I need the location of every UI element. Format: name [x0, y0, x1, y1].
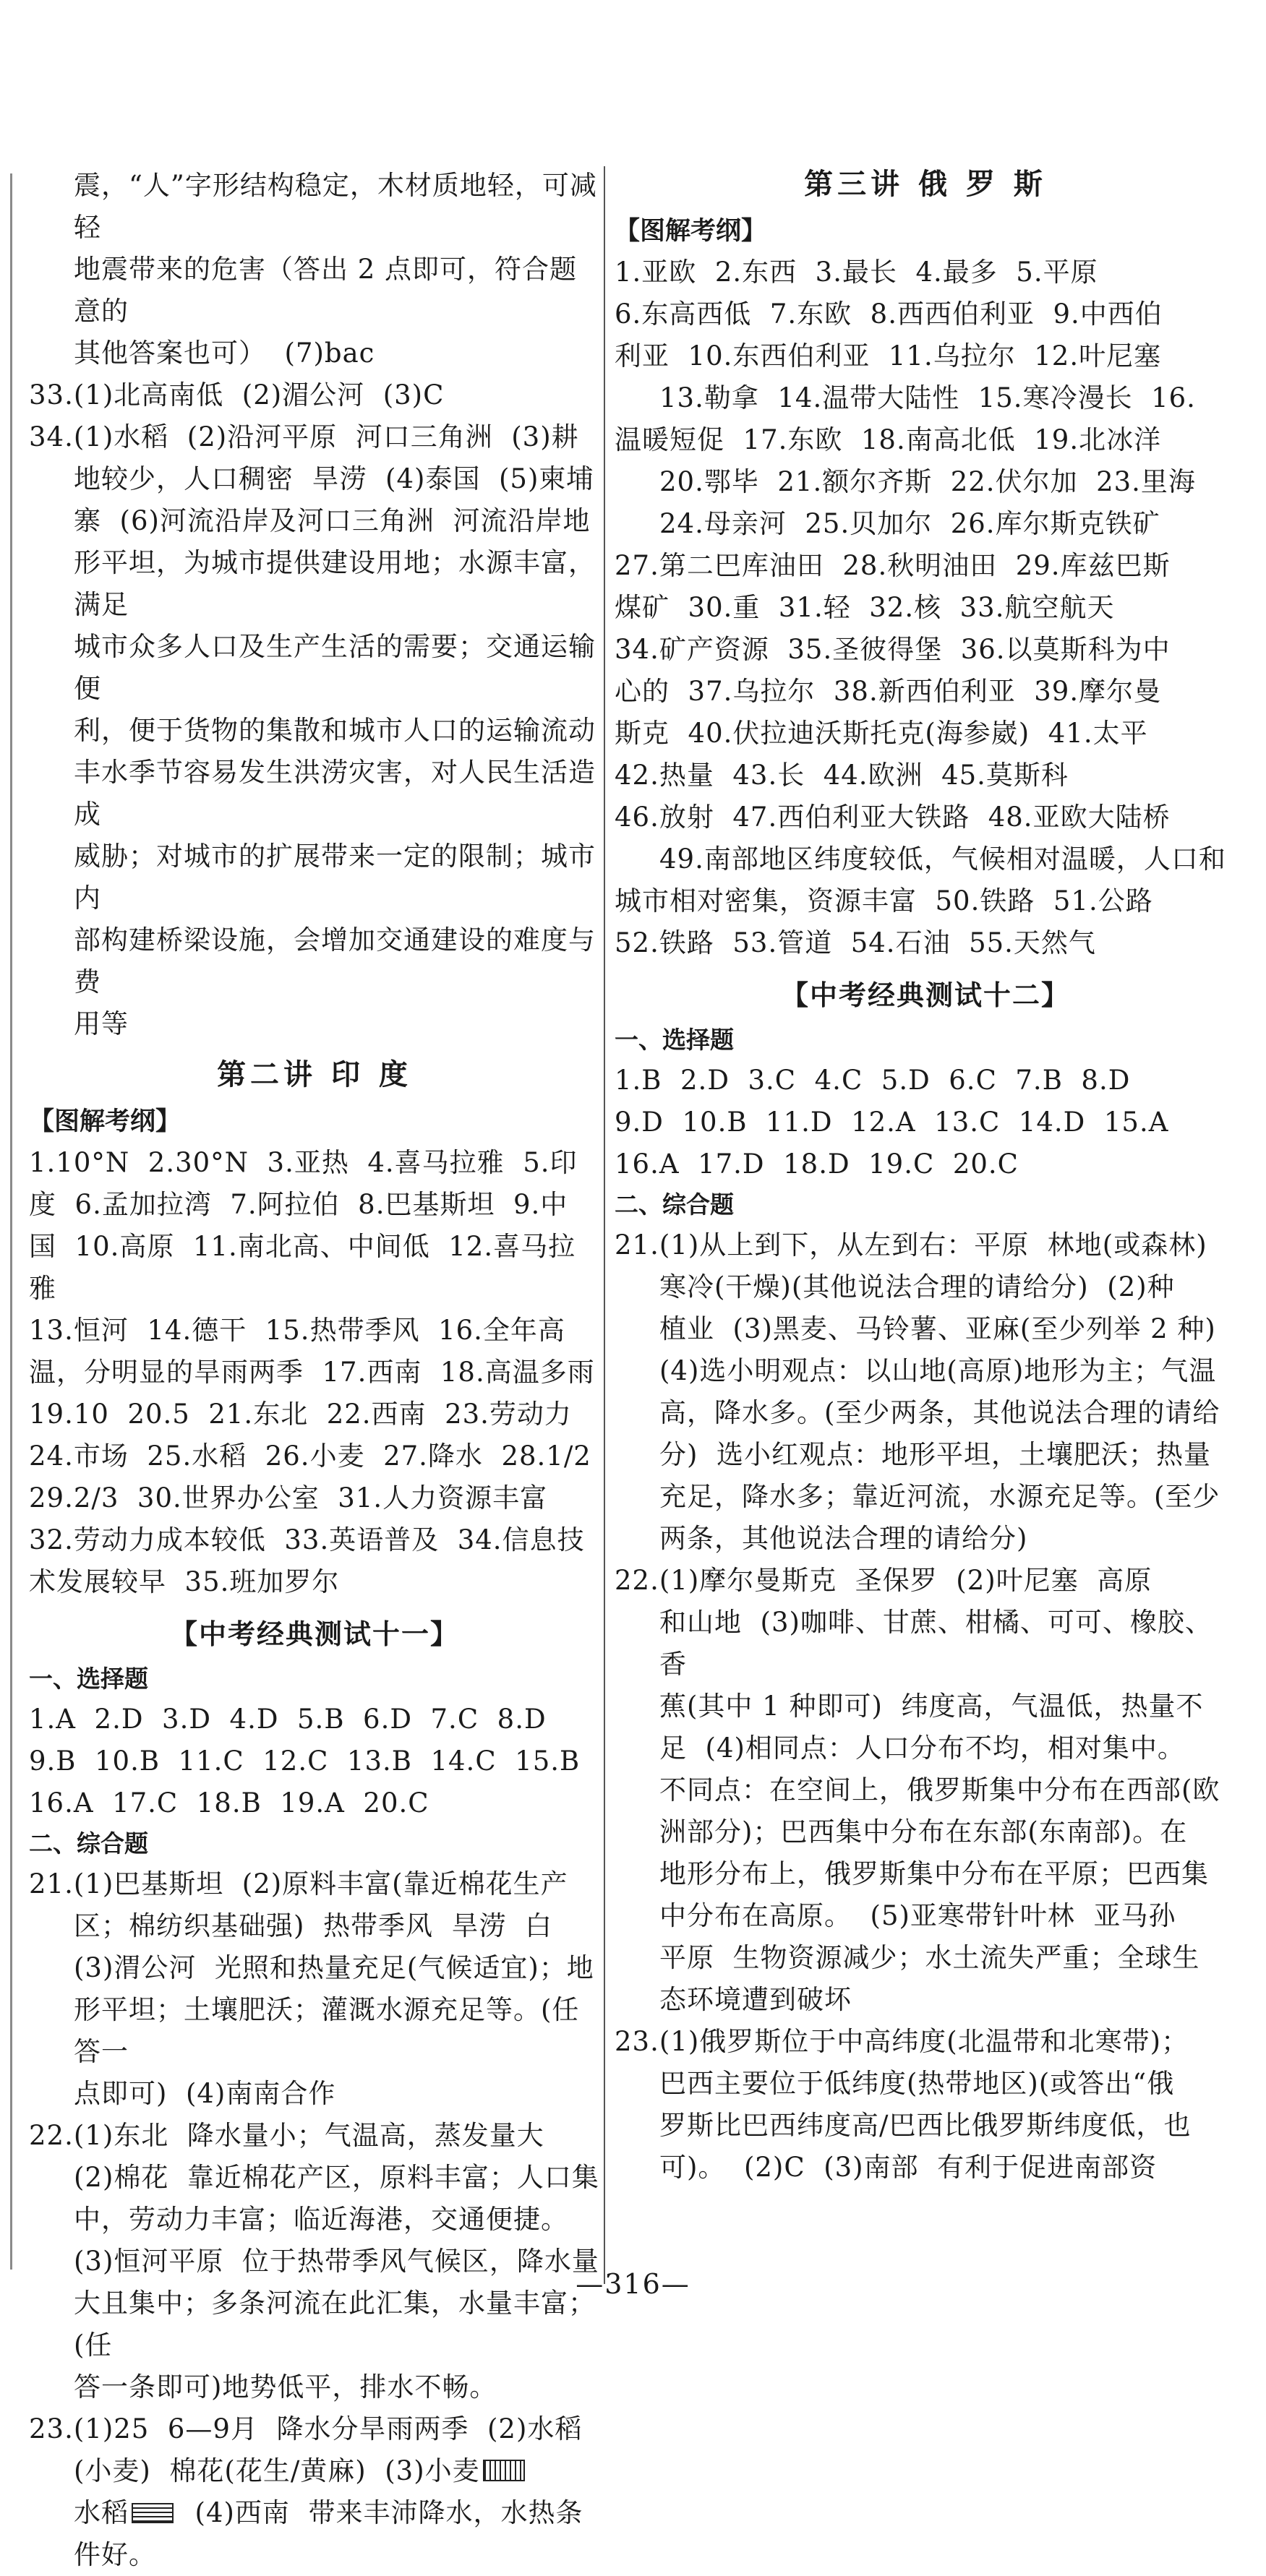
answer-22-line: 22.(1)东北 降水量小；气温高，蒸发量大 — [29, 2120, 544, 2151]
rice-legend-pattern-icon — [132, 2503, 174, 2523]
answer-34-line: 地较少，人口稠密 旱涝 (4)泰国 (5)柬埔 — [74, 463, 594, 494]
test-11-title: 【中考经典测试十一】 — [169, 1618, 459, 1650]
answer-22-line: 中，劳动力丰富；临近海港，交通便捷。 — [74, 2204, 568, 2235]
test-12-title: 【中考经典测试十二】 — [780, 979, 1070, 1011]
answer-34-line: 城市众多人口及生产生活的需要；交通运输便 — [74, 631, 596, 704]
choice-answers: 9.B 10.B 11.C 12.C 13.B 14.C 15.B — [29, 1746, 581, 1777]
left-margin-bar — [10, 173, 12, 2270]
page-number: —316— — [576, 2268, 690, 2300]
outline-line: 术发展较早 35.班加罗尔 — [29, 1566, 340, 1597]
section-comprehensive-title: 二、综合题 — [615, 1190, 734, 1219]
answer-22-line: 不同点：在空间上，俄罗斯集中分布在西部(欧 — [659, 1774, 1220, 1806]
answer-22-line: 答一条即可)地势低平，排水不畅。 — [74, 2371, 497, 2403]
outline-line: 13.恒河 14.德干 15.热带季风 16.全年高 — [29, 1315, 565, 1346]
choice-answers: 1.A 2.D 3.D 4.D 5.B 6.D 7.C 8.D — [29, 1704, 547, 1735]
wheat-legend-pattern-icon — [483, 2460, 525, 2481]
outline-line: 度 6.孟加拉湾 7.阿拉伯 8.巴基斯坦 9.中 — [29, 1189, 568, 1220]
lecture-2-title: 第二讲 印 度 — [217, 1058, 412, 1091]
outline-line: 斯克 40.伏拉迪沃斯托克(海参崴) 41.太平 — [615, 718, 1148, 749]
answer-34-line: 用等 — [74, 1008, 129, 1039]
answer-21-line: 区；棉纺织基础强) 热带季风 旱涝 白 — [74, 1910, 553, 1941]
outline-line: 国 10.高原 11.南北高、中间低 12.喜马拉雅 — [29, 1231, 576, 1304]
answer-22-line: 足 (4)相同点：人口分布不均，相对集中。 — [659, 1733, 1185, 1764]
answer-33: 33.(1)北高南低 (2)湄公河 (3)C — [29, 379, 445, 411]
outline-line: 32.劳动力成本较低 33.英语普及 34.信息技 — [29, 1524, 585, 1555]
answer-21-line: (3)渭公河 光照和热量充足(气候适宜)；地 — [74, 1952, 594, 1983]
answer-21-line: 两条，其他说法合理的请给分) — [659, 1523, 1028, 1554]
answer-23-line: 罗斯比巴西纬度高/巴西比俄罗斯纬度低，也 — [659, 2110, 1192, 2141]
choice-answers: 9.D 10.B 11.D 12.A 13.C 14.D 15.A — [615, 1107, 1169, 1138]
answer-34-line: 利，便于货物的集散和城市人口的运输流动 — [74, 715, 596, 746]
outline-line: 24.市场 25.水稻 26.小麦 27.降水 28.1/2 — [29, 1441, 591, 1472]
answer-34-line: 形平坦，为城市提供建设用地；水源丰富，满足 — [74, 547, 596, 620]
answer-22-line: 22.(1)摩尔曼斯克 圣保罗 (2)叶尼塞 高原 — [615, 1565, 1152, 1596]
answer-34-line: 34.(1)水稻 (2)沿河平原 河口三角洲 (3)耕 — [29, 421, 579, 452]
outline-line: 34.矿产资源 35.圣彼得堡 36.以莫斯科为中 — [615, 634, 1171, 665]
outline-line: 52.铁路 53.管道 54.石油 55.天然气 — [615, 927, 1096, 958]
answer-23-text: (小麦) 棉花(花生/黄麻) (3)小麦 — [74, 2455, 480, 2486]
outline-line: 煤矿 30.重 31.轻 32.核 33.航空航天 — [615, 592, 1115, 623]
section-choice-title: 一、选择题 — [29, 1665, 148, 1693]
answer-34-line: 威胁；对城市的扩展带来一定的限制；城市内 — [74, 841, 596, 914]
answer-21-line: 植业 (3)黑麦、马铃薯、亚麻(至少列举 2 种) — [659, 1313, 1216, 1344]
outline-line: 49.南部地区纬度较低，气候相对温暖，人口和 — [659, 843, 1226, 875]
answer-22-line: 态环境遭到破坏 — [659, 1984, 852, 2015]
answer-23-line: 巴西主要位于低纬度(热带地区)(或答出“俄 — [659, 2068, 1175, 2099]
continued-line: 震，“人”字形结构稳定，木材质地轻，可减轻 — [74, 170, 597, 243]
outline-line: 29.2/3 30.世界办公室 31.人力资源丰富 — [29, 1482, 548, 1514]
outline-line: 6.东高西低 7.东欧 8.西西伯利亚 9.中西伯 — [615, 299, 1163, 330]
answer-21-line: 点即可) (4)南南合作 — [74, 2078, 336, 2109]
answer-22-line: 洲部分)；巴西集中分布在东部(东南部)。在 — [659, 1816, 1188, 1847]
answer-22-line: (2)棉花 靠近棉花产区，原料丰富；人口集 — [74, 2162, 599, 2193]
outline-line: 13.勒拿 14.温带大陆性 15.寒冷漫长 16. — [659, 382, 1196, 413]
outline-line: 利亚 10.东西伯利亚 11.乌拉尔 12.叶尼塞 — [615, 340, 1162, 372]
answer-23-text: (4)西南 带来丰沛降水，水热条 — [176, 2497, 583, 2528]
choice-answers: 1.B 2.D 3.C 4.C 5.D 6.C 7.B 8.D — [615, 1065, 1131, 1096]
answer-21-line: 21.(1)巴基斯坦 (2)原料丰富(靠近棉花生产 — [29, 1868, 568, 1899]
answer-22-line: 蕉(其中 1 种即可) 纬度高，气温低，热量不 — [659, 1691, 1204, 1722]
outline-line: 24.母亲河 25.贝加尔 26.库尔斯克铁矿 — [659, 508, 1160, 539]
section-comprehensive-title: 二、综合题 — [29, 1829, 148, 1858]
answer-34-line: 丰水季节容易发生洪涝灾害，对人民生活造成 — [74, 757, 596, 830]
section-choice-title: 一、选择题 — [615, 1026, 734, 1054]
answer-23-line — [29, 2492, 600, 2534]
answer-22-line: 大且集中；多条河流在此汇集，水量丰富；(任 — [74, 2288, 596, 2361]
answer-22-line: 地形分布上，俄罗斯集中分布在平原；巴西集 — [659, 1858, 1209, 1889]
answer-23-line — [29, 2450, 600, 2492]
answer-22-line: 和山地 (3)咖啡、甘蔗、柑橘、可可、橡胶、香 — [659, 1607, 1212, 1680]
answer-21-line: (4)选小明观点：以山地(高原)地形为主；气温 — [659, 1355, 1217, 1386]
answer-23-line: 可)。 (2)C (3)南部 有利于促进南部资 — [659, 2152, 1158, 2183]
outline-line: 27.第二巴库油田 28.秋明油田 29.库兹巴斯 — [615, 550, 1171, 581]
outline-line: 19.10 20.5 21.东北 22.西南 23.劳动力 — [29, 1399, 572, 1430]
answer-23-text: 水稻 — [74, 2497, 129, 2528]
answer-21-line: 充足，降水多；靠近河流，水源充足等。(至少 — [659, 1481, 1220, 1512]
left-column — [29, 165, 600, 2576]
answer-34-line: 寨 (6)河流沿岸及河口三角洲 河流沿岸地 — [74, 505, 591, 536]
outline-line: 46.放射 47.西伯利亚大铁路 48.亚欧大陆桥 — [615, 802, 1171, 833]
answer-23-line: 23.(1)25 6—9月 降水分旱雨两季 (2)水稻 — [29, 2413, 583, 2444]
outline-line: 1.亚欧 2.东西 3.最长 4.最多 5.平原 — [615, 257, 1098, 288]
outline-line: 20.鄂毕 21.额尔齐斯 22.伏尔加 23.里海 — [659, 466, 1196, 497]
outline-line: 42.热量 43.长 44.欧洲 45.莫斯科 — [615, 760, 1069, 791]
answer-22-line: (3)恒河平原 位于热带季风气候区，降水量 — [74, 2246, 599, 2277]
answer-23-line: 23.(1)俄罗斯位于中高纬度(北温带和北寒带)； — [615, 2026, 1189, 2057]
outline-line: 温暖短促 17.东欧 18.南高北低 19.北冰洋 — [615, 424, 1162, 455]
answer-21-line: 高，降水多。(至少两条，其他说法合理的请给 — [659, 1397, 1220, 1428]
answer-22-line: 中分布在高原。 (5)亚寒带针叶林 亚马孙 — [659, 1900, 1176, 1931]
continued-line: 其他答案也可） (7)bac — [74, 338, 375, 369]
column-divider — [604, 166, 605, 2284]
outline-line: 温，分明显的旱雨两季 17.西南 18.高温多雨 — [29, 1357, 595, 1388]
answer-22-line: 平原 生物资源减少；水土流失严重；全球生 — [659, 1942, 1200, 1973]
answer-34-line: 部构建桥梁设施，会增加交通建设的难度与费 — [74, 924, 596, 997]
outline-line: 城市相对密集，资源丰富 50.铁路 51.公路 — [615, 885, 1153, 916]
answer-23-line: 件好。 — [74, 2539, 156, 2570]
answer-21-line: 形平坦；土壤肥沃；灌溉水源充足等。(任答一 — [74, 1994, 580, 2067]
continued-line: 地震带来的危害（答出 2 点即可，符合题意的 — [74, 254, 578, 327]
answer-21-line: 21.(1)从上到下，从左到右：平原 林地(或森林) — [615, 1229, 1207, 1261]
outline-tag: 【图解考纲】 — [615, 217, 767, 246]
answer-21-line: 分) 选小红观点：地形平坦，土壤肥沃；热量 — [659, 1439, 1211, 1470]
outline-line: 心的 37.乌拉尔 38.新西伯利亚 39.摩尔曼 — [615, 676, 1162, 707]
outline-line: 1.10°N 2.30°N 3.亚热 4.喜马拉雅 5.印 — [29, 1147, 578, 1178]
choice-answers: 16.A 17.C 18.B 19.A 20.C — [29, 1787, 429, 1819]
answer-21-line: 寒冷(干燥)(其他说法合理的请给分) (2)种 — [659, 1271, 1175, 1302]
right-column — [615, 165, 1236, 2189]
choice-answers: 16.A 17.D 18.D 19.C 20.C — [615, 1149, 1019, 1180]
outline-tag: 【图解考纲】 — [29, 1107, 181, 1136]
lecture-3-title: 第三讲 俄 罗 斯 — [804, 168, 1047, 201]
